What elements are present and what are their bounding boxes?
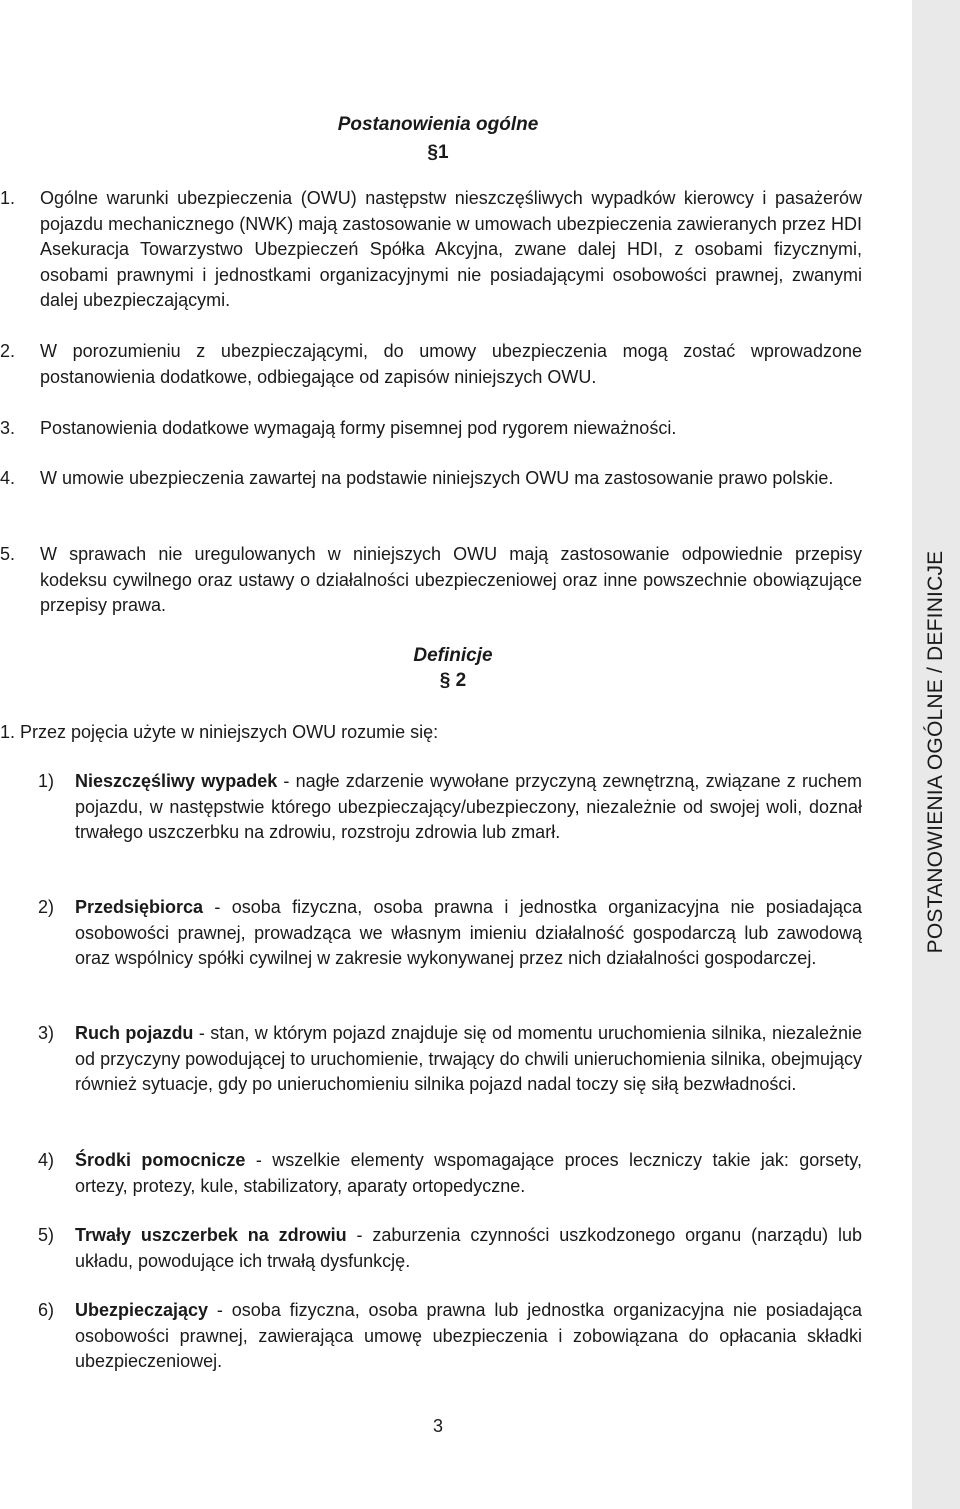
clause-text: Postanowienia dodatkowe wymagają formy pisemnej pod rygorem nieważności. xyxy=(40,418,677,438)
definition-number: 2) xyxy=(38,897,55,917)
definition-term: Ruch pojazdu xyxy=(75,1023,194,1043)
clause-number: 3. xyxy=(0,418,16,438)
definition-item-5 xyxy=(38,1223,862,1274)
definition-number: 5) xyxy=(38,1225,55,1245)
section-heading-definitions: Definicje xyxy=(413,645,493,666)
sidebar-section-label: POSTANOWIENIA OGÓLNE / DEFINICJE xyxy=(924,550,947,954)
definition-item-6 xyxy=(38,1298,862,1375)
definition-number: 1) xyxy=(38,771,55,791)
section-sidebar xyxy=(912,0,960,1509)
definition-text: - stan, w którym pojazd znajduje się od momentu uruchomienia silnika, niezależnie od przyczyny powodującej to uruchomienie, trwający do chwili unieruchomienia silnika, obejmujący również sytuacje, gdy po unieruchomieniu silnika pojazd nadal toczy się siłą bezwładności. xyxy=(75,1023,863,1094)
paragraph-symbol-1: §1 xyxy=(427,142,449,163)
general-clause-2 xyxy=(0,339,862,390)
definition-text: - zaburzenia czynności uszkodzonego organu (narządu) lub układu, powodujące ich trwałą dysfunkcję. xyxy=(75,1225,862,1271)
definition-term: Przedsiębiorca xyxy=(75,897,204,917)
page-number: 3 xyxy=(432,1416,443,1436)
clause-text: W porozumieniu z ubezpieczającymi, do umowy ubezpieczenia mogą zostać wprowadzone postanowienia dodatkowe, odbiegające od zapisów niniejszych OWU. xyxy=(40,341,862,387)
definitions-intro: 1. Przez pojęcia użyte w niniejszych OWU rozumie się: xyxy=(0,722,439,742)
definition-item-4 xyxy=(38,1148,862,1199)
clause-number: 1. xyxy=(0,188,16,208)
paragraph-symbol-2: § 2 xyxy=(439,670,467,691)
definition-term: Trwały uszczerbek na zdrowiu xyxy=(75,1225,347,1245)
general-clause-1 xyxy=(0,186,862,314)
definition-item-3 xyxy=(38,1021,862,1098)
definition-number: 3) xyxy=(38,1023,55,1043)
section-heading-general: Postanowienia ogólne xyxy=(337,114,539,135)
clause-number: 2. xyxy=(0,341,16,361)
definition-text: - nagłe zdarzenie wywołane przyczyną zewnętrzną, związane z ruchem pojazdu, w następstwie którego ubezpieczający/ubezpieczony, niezależnie od swojej woli, doznał trwałego uszczerbku na zdrowiu, rozstroju zdrowia lub zmarł. xyxy=(75,771,862,842)
general-clause-5 xyxy=(0,542,862,619)
definition-number: 4) xyxy=(38,1150,55,1170)
clause-number: 5. xyxy=(0,544,16,564)
general-clause-4 xyxy=(0,466,862,492)
definition-text: - osoba fizyczna, osoba prawna i jednostka organizacyjna nie posiadająca osobowości prawnej, prowadząca we własnym imieniu działalność gospodarczą lub zawodową oraz wspólnicy spółki cywilnej w zakresie wykonywanej przez nich działalności gospodarczej. xyxy=(75,897,862,968)
definition-text: - wszelkie elementy wspomagające proces leczniczy takie jak: gorsety, ortezy, protezy, kule, stabilizatory, aparaty ortopedyczne. xyxy=(75,1150,862,1196)
definition-number: 6) xyxy=(38,1300,55,1320)
definition-text: - osoba fizyczna, osoba prawna lub jednostka organizacyjna nie posiadająca osobowości prawnej, zawierająca umowę ubezpieczenia i zobowiązana do opłacania składki ubezpieczeniowej. xyxy=(75,1300,862,1371)
clause-text: W umowie ubezpieczenia zawartej na podstawie niniejszych OWU ma zastosowanie prawo polskie. xyxy=(40,468,834,488)
definition-term: Środki pomocnicze xyxy=(75,1150,246,1170)
clause-text: Ogólne warunki ubezpieczenia (OWU) następstw nieszczęśliwych wypadków kierowcy i pasażerów pojazdu mechanicznego (NWK) mają zastosowanie w umowach ubezpieczenia zawieranych przez HDI Asekuracja Towarzystwo Ubezpieczeń Spółka Akcyjna, zwane dalej HDI, z osobami fizycznymi, osobami prawnymi i jednostkami organizacyjnymi nie posiadającymi osobowości prawnej, zwanymi dalej ubezpieczającymi. xyxy=(40,188,862,310)
definition-term: Nieszczęśliwy wypadek xyxy=(75,771,278,791)
general-clause-3 xyxy=(0,416,862,442)
clause-number: 4. xyxy=(0,468,16,488)
definition-item-1 xyxy=(38,769,862,846)
definition-item-2 xyxy=(38,895,862,972)
definition-term: Ubezpieczający xyxy=(75,1300,209,1320)
clause-text: W sprawach nie uregulowanych w niniejszych OWU mają zastosowanie odpowiednie przepisy kodeksu cywilnego oraz ustawy o działalności ubezpieczeniowej oraz inne powszechnie obowiązujące przepisy prawa. xyxy=(40,544,862,615)
